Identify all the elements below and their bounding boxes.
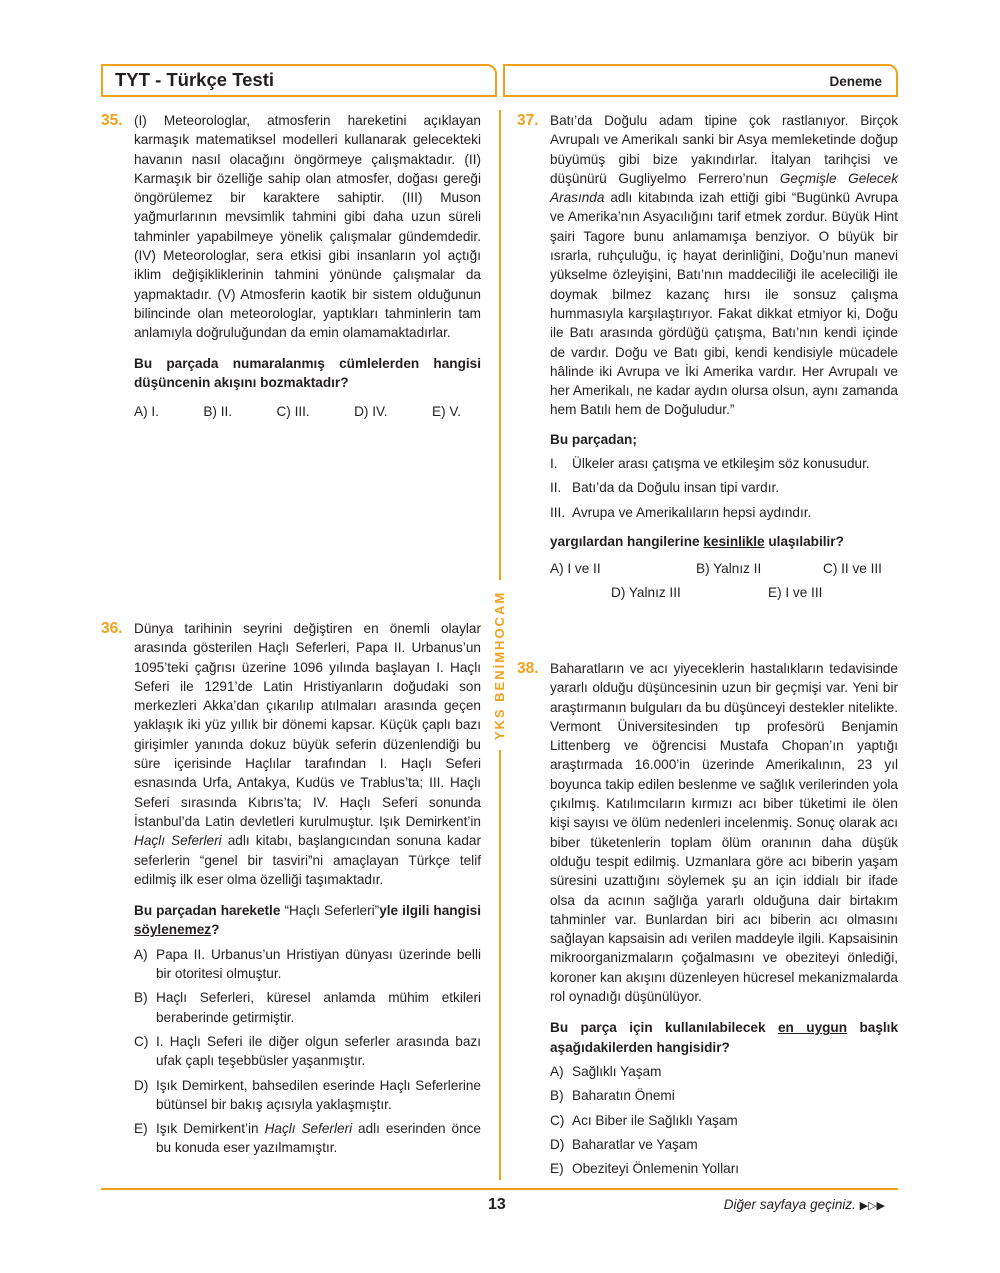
q36-option-b-text: Haçlı Seferleri, küresel anlamda mühim etkileri beraberinde getirmiştir. bbox=[156, 990, 481, 1025]
q37-option-b[interactable]: B) Yalnız II bbox=[696, 561, 762, 577]
q36-option-c-text: I. Haçlı Seferi ile diğer olgun seferler arasında bazı ufak çaplı teşebbüsler yaşanmıştır. bbox=[156, 1033, 481, 1069]
q36-option-e-part1: Işık Demirkent’in bbox=[156, 1121, 259, 1137]
q37-option-d[interactable]: D) Yalnız III bbox=[611, 585, 681, 601]
q37-passage-part2: adlı kitabında izah ettiği gibi “Bugünkü Avrupa ve Amerika’nın Asyacılığını tarif etmek zordur. Büyük Hint şairi Tagore bunu anlamamışa benziyor. O büyük bir ısrarla, ruhçuluğu, iç hayat derinliğini, Doğu’nun manevi yükselme özleyişini, Batı’nın maddeciliği ile aceleciliği ile doymak bilmez kazanç hırsı ile sonsuz çalışma hummasıyla karşılaştırıyor. Fakat dikkat etmiyor ki, Doğu ile Batı arasında gördüğü çatışma, Batı’nın kendi içinde de vardır. Doğu ve Batı gibi, kendi kendisiyle mücadele hâlinde iki Avrupa ve İki Amerika vardır. Her Avrupalı ve her Amerikalı, ne kadar aydın olursa olsun, aynı zamanda hem Batılı hem de Doğuludur.” bbox=[550, 190, 898, 418]
q36-option-c[interactable] bbox=[134, 1032, 481, 1071]
question-38-options bbox=[550, 1062, 898, 1178]
q37-book-title: Geçmişle Gelecek Arasında bbox=[550, 170, 899, 206]
q36-option-d-letter: D) bbox=[134, 1077, 149, 1093]
q38-stem-part1: Bu parça için kullanılabilecek bbox=[550, 1020, 766, 1036]
question-35 bbox=[134, 111, 481, 421]
question-36-stem bbox=[134, 901, 481, 940]
q37-statement-3-num: III. bbox=[550, 504, 566, 520]
test-title: TYT - Türkçe Testi bbox=[115, 69, 274, 90]
q36-option-a-text: Papa II. Urbanus’un Hristiyan dünyası üzerinde belli bir otoritesi olmuştur. bbox=[156, 946, 481, 982]
question-37-options bbox=[550, 559, 898, 603]
q38-stem-underlined: en uygun bbox=[777, 1020, 848, 1036]
q38-stem-part2: başlık aşağıdakilerden hangisidir? bbox=[550, 1020, 899, 1055]
q37-option-a[interactable]: A) I ve II bbox=[550, 561, 601, 577]
q35-option-a[interactable]: A) I. bbox=[134, 404, 159, 420]
question-37-stem bbox=[550, 532, 898, 551]
q36-option-a[interactable] bbox=[134, 945, 481, 984]
header-right-box bbox=[503, 64, 898, 97]
q35-option-c[interactable]: C) III. bbox=[276, 404, 310, 420]
question-35-passage: (I) Meteorologlar, atmosferin hareketini açıklayan karmaşık matematiksel modelleri kullanarak gelecekteki havanın nasıl olacağını öngörmeye çalışmaktadır. (II) Karmaşık bir özelliğe sahip olan atmosfer, doğası gereği öngörülemez bir karaktere sahiptir. (III) Muson yağmurlarının mevsimlik tahmini gibi daha uzun süreli tahminler yapabilmeye yönelik çalışmalar gündemdedir. (IV) Meteorologlar, sera etkisi gibi insanların yol açtığı iklim değişikliklerinin tahmini yönünde çalışmalar da yapmaktadır. (V) Atmosferin kaotik bir sistem olduğunun bilincinde olan meteorologlar, yaptıkları tahminlerin tam anlamıyla doğruluğundan da emin olamamaktadırlar. bbox=[134, 113, 481, 341]
question-35-number: 35. bbox=[101, 112, 123, 129]
q37-option-e[interactable]: E) I ve III bbox=[768, 585, 823, 601]
q36-option-e-part2: adlı eserinden önce bu konuda eser yazılmamıştır. bbox=[156, 1121, 481, 1156]
q38-option-c[interactable] bbox=[550, 1111, 898, 1130]
q38-option-c-text: Acı Biber ile Sağlıklı Yaşam bbox=[572, 1112, 738, 1128]
q37-statement-1-num: I. bbox=[550, 456, 558, 472]
q36-stem-quote: “Haçlı Seferleri” bbox=[284, 903, 380, 919]
q36-passage-part1: Dünya tarihinin seyrini değiştiren en önemli olaylar arasında gösterilen Haçlı Seferleri, Papa II. Urbanus’un 1095’teki çağrısı üzerine 1096 yılında başlayan I. Haçlı Seferi ile 1291’de Latin Hristiyanların doğudaki son merkezleri Akka’dan çıkarılıp atılmaları arasında geçen yaklaşık iki yüz yıllık bir dönemi kapsar. Küçük çaplı bazı girişimler yanında dokuz büyük seferin düzenlendiği bu süre içerisinde Haçlılar tarafından I. Haçlı Seferi esnasında Urfa, Antakya, Kudüs ve Trablus’ta; III. Haçlı Seferi sırasında Kıbrıs’ta; IV. Haçlı Seferi sonunda İstanbul’da Latin devletleri kurulmuştur. Işık Demirkent’in bbox=[134, 621, 481, 829]
question-38 bbox=[550, 659, 898, 1178]
q37-passage-part1: Batı’da Doğulu adam tipine çok rastlanıyor. Birçok Avrupalı ve Amerikalı sanki bir Asya memleketinde doğup büyümüş gibi bize yakındırlar. İtalyan tarihçisi ve düşünürü Gugliyelmo Ferrero’nun bbox=[550, 113, 898, 186]
q38-option-b-text: Baharatın Önemi bbox=[572, 1088, 675, 1104]
arrow-right-icon: ▶▷▶ bbox=[859, 1200, 885, 1212]
q37-statement-2 bbox=[550, 478, 898, 497]
q38-option-a-text: Sağlıklı Yaşam bbox=[572, 1063, 662, 1079]
q38-option-d-letter: D) bbox=[550, 1136, 565, 1152]
sidebar-brand-text: YKS BENİMHOCAM bbox=[492, 590, 508, 740]
q36-option-e-text bbox=[156, 1119, 481, 1158]
q38-option-b-letter: B) bbox=[550, 1088, 564, 1104]
q36-option-e-letter: E) bbox=[134, 1121, 148, 1137]
question-37-intro: Bu parçadan; bbox=[550, 431, 637, 447]
q37-statement-1-text: Ülkeler arası çatışma ve etkileşim söz konusudur. bbox=[572, 456, 870, 472]
q38-option-e[interactable] bbox=[550, 1159, 898, 1178]
q36-book-title: Haçlı Seferleri bbox=[134, 833, 222, 849]
question-37 bbox=[550, 111, 898, 603]
q38-option-c-letter: C) bbox=[550, 1112, 565, 1128]
q38-option-d[interactable] bbox=[550, 1135, 898, 1154]
q36-passage-part2: adlı kitabı, başlangıcından sonuna kadar seferlerin “genel bir tasviri”ni amaçlayan Türkçe telif edilmiş ilk eser olma özelliği taşımaktadır. bbox=[134, 833, 481, 887]
q37-statement-2-num: II. bbox=[550, 480, 562, 496]
deneme-label: Deneme bbox=[829, 74, 882, 89]
q38-option-d-text: Baharatlar ve Yaşam bbox=[572, 1136, 698, 1152]
q36-option-b-letter: B) bbox=[134, 990, 148, 1006]
q38-option-b[interactable] bbox=[550, 1086, 898, 1105]
q36-stem-part1: Bu parçadan hareketle bbox=[134, 903, 281, 919]
q37-statement-3 bbox=[550, 503, 898, 522]
page-number: 13 bbox=[488, 1196, 506, 1213]
q35-option-e[interactable]: E) V. bbox=[432, 404, 461, 420]
q35-option-d[interactable]: D) IV. bbox=[354, 404, 388, 420]
question-36-options bbox=[134, 945, 481, 1158]
q37-stem-part1: yargılardan hangilerine bbox=[550, 533, 700, 549]
question-37-number: 37. bbox=[517, 112, 539, 129]
q36-option-a-letter: A) bbox=[134, 946, 148, 962]
q37-stem-underlined: kesinlikle bbox=[703, 533, 765, 549]
column-divider-bottom bbox=[499, 750, 501, 1180]
q36-stem-part2: yle ilgili hangisi bbox=[379, 903, 482, 919]
question-35-options bbox=[134, 402, 481, 421]
q37-stem-part2: ulaşılabilir? bbox=[768, 533, 844, 549]
q36-stem-end: ? bbox=[211, 922, 220, 938]
q37-option-c[interactable]: C) II ve III bbox=[823, 561, 882, 577]
q36-option-e-title: Haçlı Seferleri bbox=[264, 1121, 353, 1137]
header-title-box bbox=[101, 64, 497, 97]
q36-option-e[interactable] bbox=[134, 1119, 481, 1158]
sidebar-brand bbox=[486, 585, 514, 745]
q37-statement-3-text: Avrupa ve Amerikalıların hepsi aydındır. bbox=[572, 504, 812, 520]
question-38-number: 38. bbox=[517, 660, 539, 677]
q38-option-a-letter: A) bbox=[550, 1063, 564, 1079]
next-page-note bbox=[724, 1197, 885, 1212]
q38-option-e-text: Obeziteyi Önlemenin Yolları bbox=[572, 1161, 739, 1177]
question-35-stem: Bu parçada numaralanmış cümlelerden hangisi düşüncenin akışını bozmaktadır? bbox=[134, 355, 481, 390]
question-36-passage bbox=[134, 619, 481, 889]
question-36-number: 36. bbox=[101, 620, 123, 637]
footer-divider bbox=[101, 1188, 898, 1190]
q37-statement-2-text: Batı’da da Doğulu insan tipi vardır. bbox=[572, 480, 780, 496]
q38-option-a[interactable] bbox=[550, 1062, 898, 1081]
q36-option-d[interactable] bbox=[134, 1076, 481, 1115]
column-divider-top bbox=[499, 110, 501, 580]
q38-option-e-letter: E) bbox=[550, 1161, 564, 1177]
question-37-statements bbox=[550, 454, 898, 522]
q35-option-b[interactable]: B) II. bbox=[203, 404, 233, 420]
question-38-passage: Baharatların ve acı yiyeceklerin hastalıkların tedavisinde yararlı olduğu düşüncesinin uzun bir geçmişi var. Yeni bir araştırmanın bulguları da bu düşünceyi destekler nitelikte. Vermont Üniversitesinden tıp profesörü Benjamin Littenberg ve öğrencisi Mustafa Chopan’ın yaptığı araştırmada 16.000’in üzerinde Amerikalının, 23 yıl boyunca takip edilen beslenme ve sağlık verilerinden yola çıkılmış. Katılımcıların kırmızı acı biber tüketimi ile ölen kişi sayısı ve ölüm nedenleri incelenmiş. Sonuç olarak acı biber tüketenlerin toplam ölüm oranının daha düşük olduğu tespit edilmiş. Uzmanlara göre acı biberin yaşam süresini uzattığını söylemek şu an için iddialı bir ifade olsa da acının sağlığa yararlı olduğuna dair birtakım tahminler var. Bunlardan biri acı biberin acı olmasını sağlayan kapsaisin adı verilen maddeyle ilgili. Kapsaisinin mikroorganizmaların çoğalmasını ve obeziteyi önlediği, koroner kan akışını düzenleyen hücresel mekanizmalarda rol oynadığı düşünülüyor. bbox=[550, 661, 898, 1005]
q36-option-b[interactable] bbox=[134, 988, 481, 1027]
q37-statement-1 bbox=[550, 454, 898, 473]
q36-option-c-letter: C) bbox=[134, 1033, 149, 1049]
q36-option-d-text: Işık Demirkent, bahsedilen eserinde Haçlı Seferlerine bütünsel bir bakış açısıyla yaklaşmıştır. bbox=[156, 1077, 481, 1112]
question-36 bbox=[134, 619, 481, 1158]
question-37-passage bbox=[550, 111, 898, 420]
question-38-stem bbox=[550, 1018, 898, 1057]
next-page-text: Diğer sayfaya geçiniz. bbox=[723, 1197, 856, 1212]
q36-stem-underlined: söylenemez bbox=[134, 922, 212, 938]
